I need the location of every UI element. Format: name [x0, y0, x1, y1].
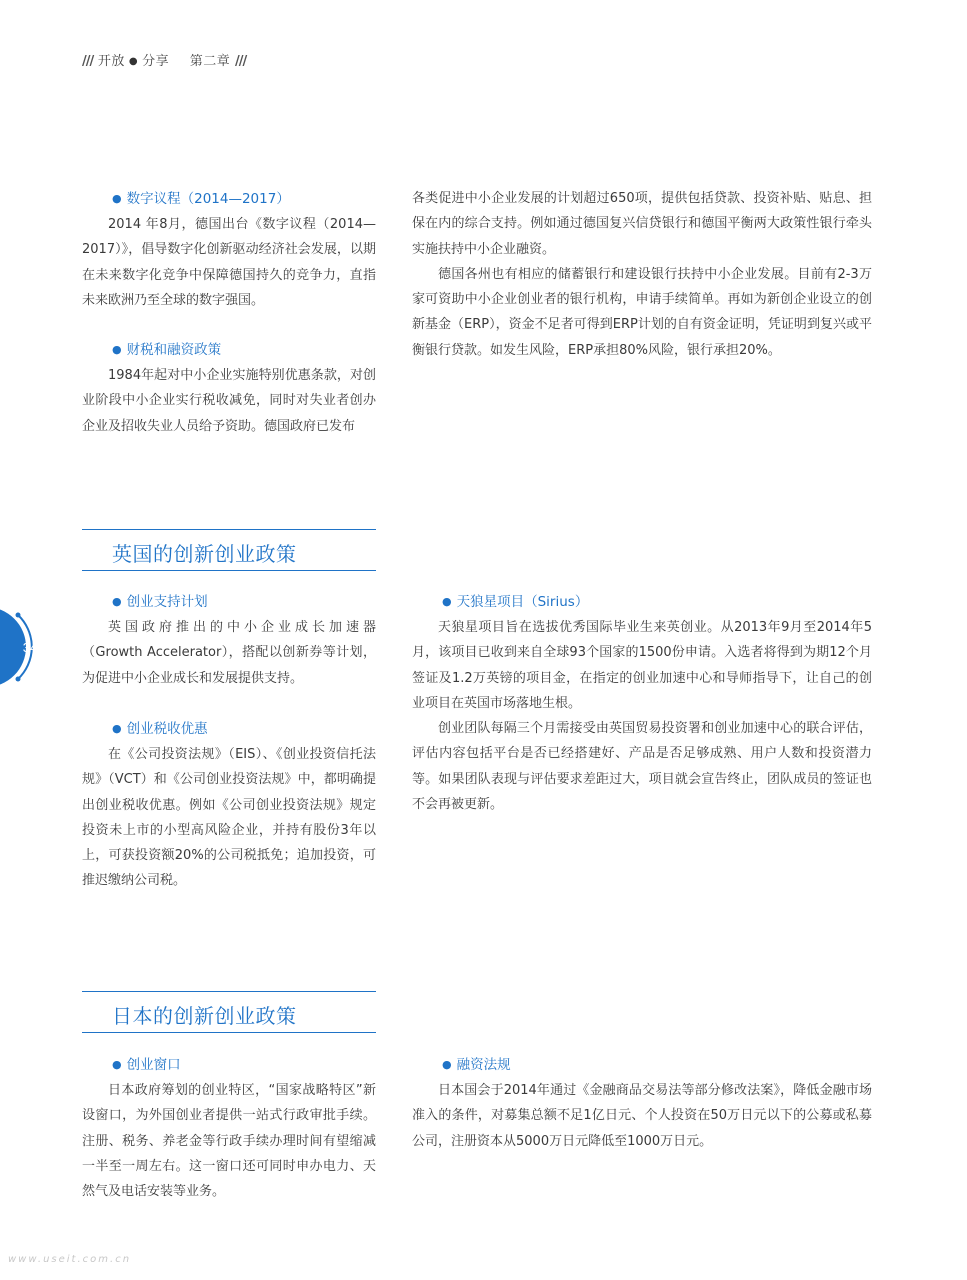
- page-badge-arc-dot-bottom: [16, 677, 21, 682]
- paragraph: 德国各州也有相应的储蓄银行和建设银行扶持中小企业发展。目前有2-3万家可资助中小企业创业者的银行机构，申请手续简单。再如为新创企业设立的创新基金（ERP），资金不足者可得到ERP计划的自有资金证明，凭证明到复兴或平衡银行贷款。如发生风险，ERP承担80%风险，银行承担20%。: [412, 266, 872, 358]
- bullet-icon: ●: [442, 1058, 452, 1071]
- bullet-icon: ●: [112, 722, 122, 735]
- section-tax-finance: [82, 337, 376, 439]
- bullet-icon: ●: [112, 1058, 122, 1071]
- section-sirius: [412, 589, 872, 817]
- paragraph: 1984年起对中小企业实施特别优惠条款，对创业阶段中小企业实行税收减免，同时对失业者创办企业及招收失业人员给予资助。德国政府已发布: [82, 368, 376, 434]
- paragraph: 创业团队每隔三个月需接受由英国贸易投资署和创业加速中心的联合评估，评估内容包括平台是否已经搭建好、产品是否足够成熟、用户人数和投资潜力等。如果团队表现与评估要求差距过大，项目就会宣告终止，团队成员的签证也不会再被更新。: [412, 721, 872, 813]
- header-dot: ●: [128, 56, 139, 67]
- section-financing: [412, 1052, 872, 1154]
- header-chapter: 第二章: [189, 54, 231, 69]
- bullet-icon: ●: [442, 595, 452, 608]
- section-digital-agenda: [82, 186, 376, 313]
- subheading-financing: ● 融资法规: [442, 1057, 511, 1073]
- paragraph: 日本国会于2014年通过《金融商品交易法等部分修改法案》，降低金融市场准入的条件，对募集总额不足1亿日元、个人投资在50万日元以下的公募或私募公司，注册资本从5000万日元降低至1000万日元。: [412, 1083, 872, 1149]
- header-bars-right: ///: [234, 54, 247, 69]
- paragraph: 在《公司投资法规》（EIS）、《创业投资信托法规》（VCT）和《公司创业投资法规》中，都明确提出创业税收优惠。例如《公司创业投资法规》规定投资未上市的小型高风险企业，并持有股份3年以上，可获投资额20%的公司税抵免；追加投资，可推迟缴纳公司税。: [82, 747, 376, 889]
- paragraph: 日本政府筹划的创业特区，“国家战略特区”新设窗口，为外国创业者提供一站式行政审批手续。注册、税务、养老金等行政手续办理时间有望缩减一半至一周左右。这一窗口还可同时申办电力、天然气及电话安装等业务。: [82, 1083, 376, 1200]
- bullet-icon: ●: [112, 343, 122, 356]
- footer-watermark: www.useit.com.cn: [8, 1254, 132, 1265]
- page-number-badge: [0, 603, 42, 691]
- subheading-tax-finance: ● 财税和融资政策: [112, 342, 222, 358]
- running-header: [82, 50, 246, 69]
- section-startup-window: [82, 1052, 376, 1204]
- section-germany-continued: [412, 186, 872, 363]
- bullet-icon: ●: [112, 192, 122, 205]
- section-tax-incentive: [82, 716, 376, 894]
- section-title-japan: [82, 991, 376, 1033]
- bullet-icon: ●: [112, 595, 122, 608]
- header-part-open: 开放: [97, 54, 125, 69]
- paragraph: 各类促进中小企业发展的计划超过650项，提供包括贷款、投资补贴、贴息、担保在内的综合支持。例如通过德国复兴信贷银行和德国平衡两大政策性银行牵头实施扶持中小企业融资。: [412, 191, 872, 257]
- subheading-digital-agenda: ● 数字议程（2014—2017）: [112, 191, 290, 207]
- header-part-share: 分享: [142, 54, 170, 69]
- page-badge-arc-dot-top: [16, 613, 21, 618]
- paragraph: 2014 年8月，德国出台《数字议程（2014—2017）》，倡导数字化创新驱动经济社会发展，以期在未来数字化竞争中保障德国持久的竞争力，直指未来欧洲乃至全球的数字强国。: [82, 217, 376, 308]
- section-title-uk-text: 英国的创新创业政策: [112, 542, 297, 566]
- subheading-tax-incentive: ● 创业税收优惠: [112, 721, 208, 737]
- page-number: 34: [22, 640, 38, 655]
- header-bars-left: ///: [82, 54, 94, 69]
- subheading-support-plan: ● 创业支持计划: [112, 594, 208, 610]
- paragraph: 英国政府推出的中小企业成长加速器（Growth Accelerator），搭配以创新券等计划，为促进中小企业成长和发展提供支持。: [82, 620, 376, 686]
- section-title-uk: [82, 529, 376, 571]
- section-title-japan-text: 日本的创新创业政策: [112, 1004, 297, 1028]
- subheading-startup-window: ● 创业窗口: [112, 1057, 181, 1073]
- paragraph: 天狼星项目旨在选拔优秀国际毕业生来英创业。从2013年9月至2014年5月，该项目已收到来自全球93个国家的1500份申请。入选者将得到为期12个月签证及1.2万英镑的项目金，在指定的创业加速中心和导师指导下，让自己的创业项目在英国市场落地生根。: [412, 620, 872, 711]
- section-support-plan: [82, 589, 376, 691]
- subheading-sirius: ● 天狼星项目（Sirius）: [442, 594, 589, 610]
